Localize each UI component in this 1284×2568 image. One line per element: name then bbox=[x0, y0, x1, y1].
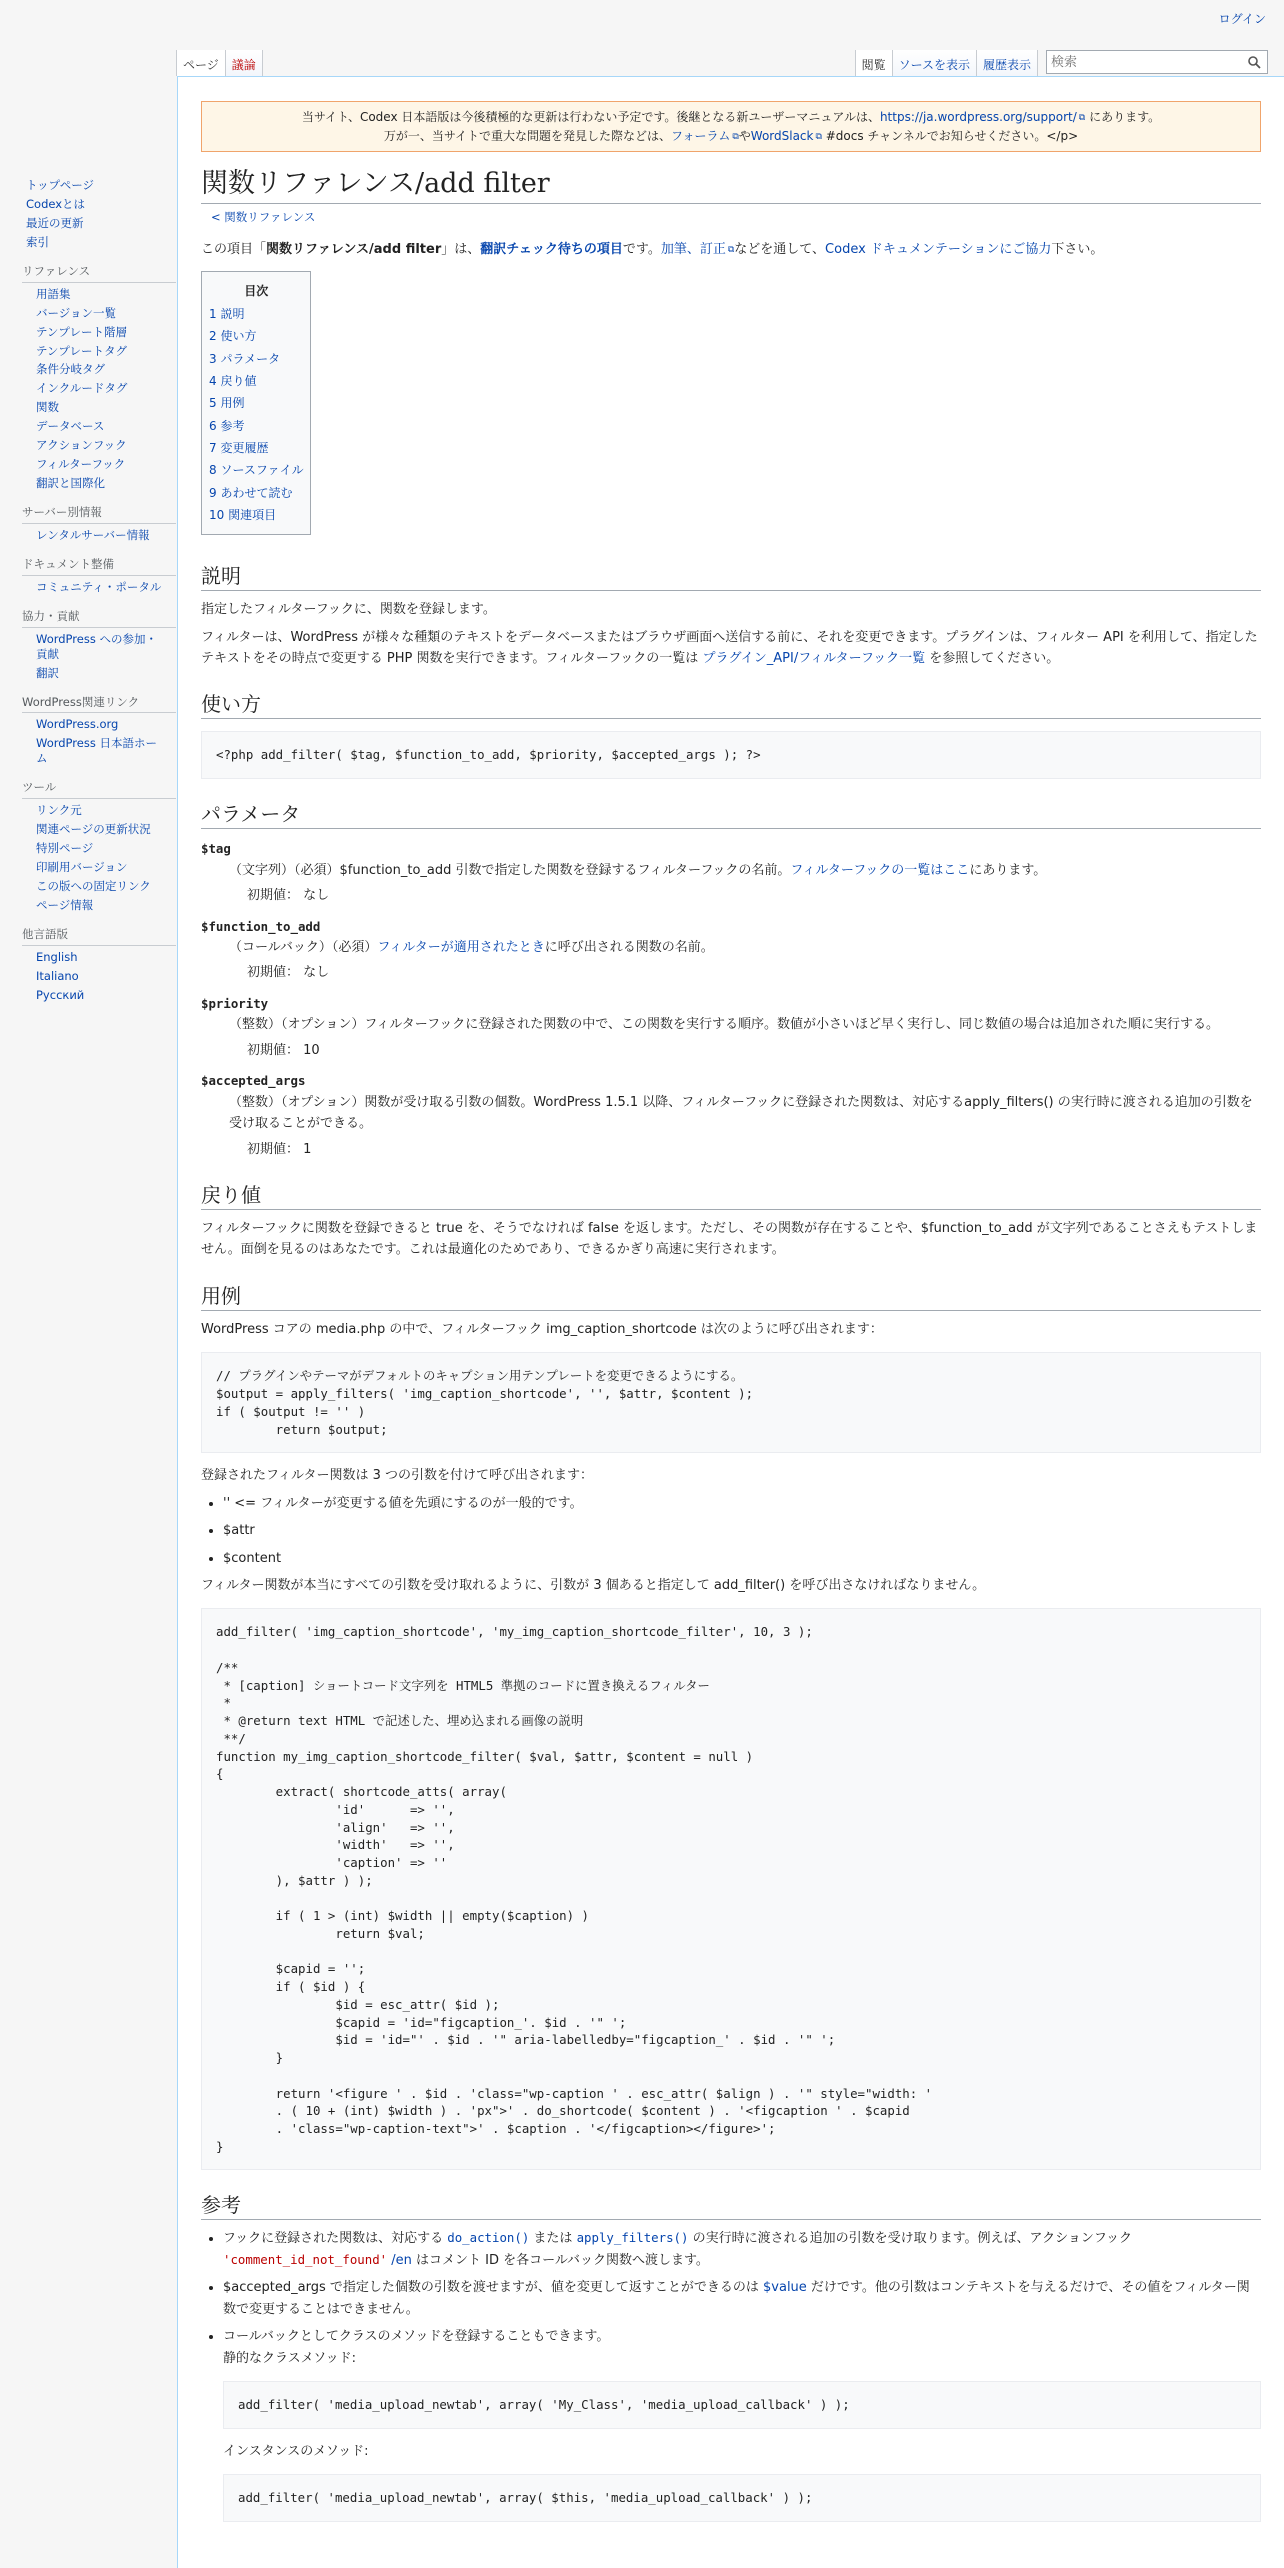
toc-item[interactable]: 10 関連項目 bbox=[209, 507, 277, 522]
param-desc: （文字列）（必須）$function_to_add 引数で指定した関数を登録するフィルターフックの名前。フィルターフックの一覧はここにあります。 bbox=[229, 862, 1047, 878]
toc-item[interactable]: 1 説明 bbox=[209, 307, 245, 321]
notice-support-link[interactable]: https://ja.wordpress.org/support/ ⧉ bbox=[880, 110, 1085, 124]
sidebar-section-docs bbox=[0, 557, 176, 595]
instance-method-code: add_filter( 'media_upload_newtab', array( $this, 'media_upload_callback' ) ); bbox=[223, 2474, 1261, 2522]
login-link[interactable]: ログイン bbox=[1218, 12, 1266, 26]
breadcrumb-parent-link[interactable]: < 関数リファレンス bbox=[211, 210, 316, 225]
sidebar-item-printable[interactable]: 印刷用バージョン bbox=[36, 860, 128, 874]
sidebar-item-template-hierarchy[interactable]: テンプレート階層 bbox=[36, 324, 127, 339]
sidebar-heading: WordPress関連リンク bbox=[22, 695, 176, 714]
param-desc: （整数）（オプション）関数が受け取る引数の個数。WordPress 1.5.1 以降、フィルターフックに登録された関数は、対応するapply_filters() の実行時に渡される追加の引数を受け取ることができる。 bbox=[229, 1094, 1253, 1132]
toc-item[interactable]: 2 使い方 bbox=[209, 329, 257, 344]
example-code-2: add_filter( 'img_caption_shortcode', 'my_img_caption_shortcode_filter', 10, 3 ); /** * [caption] ショートコード文字列を HTML5 準拠のコードに置き換えるフィルター * * @return text HTML で記述した、埋め込まれる画像の説明 **/ function my_img_caption_shortcode_filter( $val, $attr, $content = null ) { extract( shortcode_atts( array( 'id' => '', 'align' => '', 'width' => '', 'caption' => '' ), $attr ) ); if ( 1 > (int) $width || empty($caption) ) return $val; $capid = ''; if ( $id ) { $id = esc_attr( $id ); $capid = 'id="figcaption_'. $id . '" '; $id = 'id="' . $id . '" aria-labelledby="figcaption_' . $id . '" '; } return '<figure ' . $id . 'class="wp-caption ' . esc_attr( $align ) . '" style="width: ' . ( 10 + (int) $width ) . 'px">' . do_shortcode( $content ) . '<figcaption ' . $capid . 'class="wp-caption-text">' . $caption . '</figcaption></figure>'; } bbox=[201, 1608, 1261, 2170]
sidebar-item-special-pages[interactable]: 特別ページ bbox=[36, 841, 94, 856]
sidebar-item-about-codex[interactable]: Codexとは bbox=[26, 196, 86, 211]
notice-text: #docs チャンネルでお知らせください。</p> bbox=[825, 128, 1079, 143]
toc-item[interactable]: 8 ソースファイル bbox=[209, 463, 304, 478]
list-item: • コールバックとしてクラスのメソッドを登録することもできます。 静的なクラスメソッド: add_filter( 'media_upload_newtab', array( 'My_Class', 'media_upload_callback' ) ); インスタンスのメソッド: add_filter( 'media_upload_newtab', array( $this, 'media_upload_callback' ) ); bbox=[223, 2326, 1261, 2522]
sidebar-item-community-portal[interactable]: コミュニティ・ポータル bbox=[36, 579, 162, 594]
example-code-1: // プラグインやテーマがデフォルトのキャプション用テンプレートを変更できるようにする。 $output = apply_filters( 'img_caption_shortcode', '', $attr, $content ); if ( $output != '' ) return $output; bbox=[201, 1352, 1261, 1453]
view-tabs bbox=[855, 50, 1038, 76]
breadcrumb bbox=[211, 208, 1261, 227]
sidebar-heading: サーバー別情報 bbox=[22, 505, 176, 524]
notice-text: 当サイト、Codex 日本語版は今後積極的な更新は行わない予定です。後継となる新ユーザーマニュアルは、 bbox=[301, 110, 880, 124]
sidebar-item-include-tags[interactable]: インクルードタグ bbox=[36, 381, 128, 396]
list-item: • フックに登録された関数は、対応する do_action() または apply_filters() の実行時に渡される追加の引数を受け取ります。例えば、アクションフック 'comment_id_not_found' /en はコメント ID を各コールバック関数へ渡します。 bbox=[223, 2228, 1261, 2271]
do-action-link[interactable]: do_action() bbox=[447, 2230, 530, 2246]
sidebar bbox=[0, 178, 176, 1017]
param-name: $function_to_add bbox=[201, 918, 321, 934]
search-box bbox=[1046, 50, 1268, 74]
param-accepted-args bbox=[201, 1071, 1261, 1160]
sidebar-item-conditional-tags[interactable]: 条件分岐タグ bbox=[36, 362, 105, 377]
list-item: • $accepted_args で指定した個数の引数を渡せますが、値を変更して返すことができるのは $value だけです。他の引数はコンテキストを与えるだけで、その値をフィルター関数で変更することはできません。 bbox=[223, 2277, 1261, 2320]
param-desc: （整数）（オプション）フィルターフックに登録された関数の中で、この関数を実行する順序。数値が小さいほど早く実行し、同じ数値の場合は追加された順に実行する。 bbox=[229, 1017, 1219, 1033]
sidebar-item-i18n[interactable]: 翻訳と国際化 bbox=[36, 476, 105, 491]
value-link[interactable]: $value bbox=[763, 2280, 807, 2296]
usage-code: <?php add_filter( $tag, $function_to_add, $priority, $accepted_args ); ?> bbox=[201, 731, 1261, 779]
top-bar bbox=[0, 0, 1284, 40]
translation-check-link[interactable]: 翻訳チェック待ちの項目 bbox=[480, 242, 623, 258]
sidebar-section-tools bbox=[0, 780, 176, 913]
param-default: 初期値： 10 bbox=[247, 1042, 320, 1058]
section-heading-returns: 戻り値 bbox=[201, 1182, 1261, 1210]
notice-wordslack-link[interactable]: WordSlack ⧉ bbox=[751, 129, 822, 143]
sidebar-item-versions[interactable]: バージョン一覧 bbox=[36, 305, 117, 320]
content bbox=[177, 76, 1284, 2568]
static-method-label: 静的なクラスメソッド: bbox=[223, 2350, 356, 2366]
notice-text: にあります。 bbox=[1089, 110, 1161, 124]
sidebar-item-what-links-here[interactable]: リンク元 bbox=[36, 803, 82, 818]
tab-view-source[interactable]: ソースを表示 bbox=[893, 50, 977, 76]
edit-link[interactable]: 加筆、訂正 ⧉ bbox=[661, 242, 734, 257]
tab-page[interactable]: ページ bbox=[176, 50, 226, 76]
page-title: 関数リファレンス/add filter bbox=[201, 166, 1261, 204]
table-of-contents bbox=[201, 271, 311, 535]
param-default: 初期値： 1 bbox=[247, 1141, 312, 1157]
tab-history[interactable]: 履歴表示 bbox=[977, 50, 1038, 76]
sidebar-item-recent-changes[interactable]: 最近の更新 bbox=[26, 215, 84, 230]
notice-text: や bbox=[738, 128, 751, 143]
contribute-link[interactable]: Codex ドキュメンテーションにご協力 bbox=[825, 242, 1052, 258]
param-default: 初期値： なし bbox=[247, 965, 330, 981]
site-notice bbox=[201, 101, 1261, 152]
list-item: • $attr bbox=[223, 1520, 1261, 1541]
sidebar-section-contribute bbox=[0, 609, 176, 681]
sidebar-item-glossary[interactable]: 用語集 bbox=[36, 286, 71, 301]
sidebar-item-participate[interactable]: WordPress への参加・貢献 bbox=[36, 631, 157, 661]
sidebar-navigation bbox=[0, 178, 176, 250]
toc-item[interactable]: 7 変更履歴 bbox=[209, 440, 269, 455]
section-heading-example: 用例 bbox=[201, 1283, 1261, 1311]
sidebar-item-hosting-info[interactable]: レンタルサーバー情報 bbox=[36, 527, 150, 542]
param-tag bbox=[201, 839, 1261, 906]
param-desc: （コールバック）（必須）フィルターが適用されたときに呼び出される関数の名前。 bbox=[229, 939, 714, 955]
notes-list bbox=[215, 2228, 1261, 2522]
section-heading-parameters: パラメータ bbox=[201, 801, 1261, 829]
sidebar-section-reference bbox=[0, 264, 176, 491]
instance-method-label: インスタンスのメソッド: bbox=[223, 2443, 369, 2459]
sidebar-heading: 他言語版 bbox=[22, 927, 176, 946]
sidebar-heading: ドキュメント整備 bbox=[22, 557, 176, 576]
sidebar-heading: リファレンス bbox=[22, 264, 176, 283]
sidebar-item-wordpress-ja[interactable]: WordPress 日本語ホーム bbox=[36, 736, 157, 766]
section-heading-usage: 使い方 bbox=[201, 691, 1261, 719]
param-function-to-add bbox=[201, 917, 1261, 984]
sidebar-heading: 協力・貢献 bbox=[22, 609, 176, 628]
sidebar-item-wordpress-org[interactable]: WordPress.org bbox=[36, 717, 119, 732]
apply-filters-link[interactable]: apply_filters() bbox=[576, 2230, 689, 2246]
sidebar-item-lang-russian[interactable]: Русский bbox=[36, 987, 85, 1002]
list-item: • $content bbox=[223, 1548, 1261, 1569]
tab-read[interactable]: 閲覧 bbox=[855, 50, 893, 76]
filter-list-link[interactable]: プラグイン_API/フィルターフック一覧 bbox=[702, 651, 926, 666]
notice-forum-link[interactable]: フォーラム ⧉ bbox=[671, 129, 739, 143]
sidebar-item-filter-hooks[interactable]: フィルターフック bbox=[36, 457, 126, 472]
example-text: WordPress コアの media.php の中で、フィルターフック img_caption_shortcode は次のように呼び出されます： bbox=[201, 1321, 883, 1337]
returns-text: フィルターフックに関数を登録できると true を、そうでなければ false を返します。ただし、その関数が存在することや、$function_to_add が文字列であることさえもテストしません。面倒を見るのはあなたです。これは最適化のためであり、できるかぎり高速に実行されます。 bbox=[201, 1220, 1258, 1258]
filter-applied-link[interactable]: フィルターが適用されたとき bbox=[377, 939, 545, 955]
sidebar-item-translate[interactable]: 翻訳 bbox=[36, 665, 59, 680]
toc-item[interactable]: 9 あわせて読む bbox=[209, 485, 293, 500]
param-name: $priority bbox=[201, 995, 269, 1011]
sidebar-item-database[interactable]: データベース bbox=[36, 419, 105, 434]
comment-id-not-found-link[interactable]: 'comment_id_not_found' bbox=[223, 2251, 388, 2267]
toc-item[interactable]: 5 用例 bbox=[209, 396, 245, 411]
search-input[interactable] bbox=[1047, 52, 1243, 72]
sidebar-item-main-page[interactable]: トップページ bbox=[26, 178, 94, 192]
namespace-tabs bbox=[176, 50, 263, 76]
search-icon[interactable] bbox=[1243, 51, 1265, 73]
sidebar-item-action-hooks[interactable]: アクションフック bbox=[36, 438, 127, 453]
sidebar-item-template-tags[interactable]: テンプレートタグ bbox=[36, 343, 127, 358]
sidebar-item-index[interactable]: 索引 bbox=[26, 234, 49, 249]
toc-title: 目次 bbox=[244, 283, 269, 298]
sidebar-item-lang-italiano[interactable]: Italiano bbox=[36, 968, 79, 983]
filter-list-here-link[interactable]: フィルターフックの一覧はここ bbox=[790, 862, 970, 878]
sidebar-section-servers bbox=[0, 505, 176, 543]
static-method-code: add_filter( 'media_upload_newtab', array( 'My_Class', 'media_upload_callback' ) ); bbox=[223, 2381, 1261, 2429]
example-text: 登録されたフィルター関数は 3 つの引数を付けて呼び出されます： bbox=[201, 1468, 593, 1484]
sidebar-section-links bbox=[0, 695, 176, 767]
intro-paragraph: この項目「関数リファレンス/add filter」は、翻訳チェック待ちの項目です。加筆、訂正 ⧉ などを通して、Codex ドキュメンテーションにご協力下さい。 bbox=[201, 239, 1261, 260]
argument-list bbox=[215, 1493, 1261, 1569]
sidebar-item-functions[interactable]: 関数 bbox=[36, 400, 59, 415]
sidebar-heading: ツール bbox=[22, 780, 176, 799]
sidebar-section-languages bbox=[0, 927, 176, 1003]
notice-text: 万が一、当サイトで重大な問題を発見した際などは、 bbox=[383, 128, 672, 143]
param-priority bbox=[201, 994, 1261, 1061]
sidebar-item-permalink[interactable]: この版への固定リンク bbox=[36, 878, 151, 893]
section-heading-notes: 参考 bbox=[201, 2192, 1261, 2220]
sidebar-item-page-info[interactable]: ページ情報 bbox=[36, 897, 94, 912]
toc-item[interactable]: 4 戻り値 bbox=[209, 373, 257, 388]
list-item: • '' <= フィルターが変更する値を先頭にするのが一般的です。 bbox=[223, 1493, 1261, 1514]
tab-discussion[interactable]: 議論 bbox=[226, 50, 263, 76]
param-default: 初期値： なし bbox=[247, 888, 330, 904]
section-heading-description: 説明 bbox=[201, 563, 1261, 591]
example-text: フィルター関数が本当にすべての引数を受け取れるように、引数が 3 個あると指定して add_filter() を呼び出さなければなりません。 bbox=[201, 1577, 986, 1593]
description-text: 指定したフィルターフックに、関数を登録します。 bbox=[201, 602, 496, 618]
sidebar-item-related-changes[interactable]: 関連ページの更新状況 bbox=[36, 822, 151, 837]
description-text: フィルターは、WordPress が様々な種類のテキストをデータベースまたはブラウザ画面へ送信する前に、それを変更できます。プラグインは、フィルター API を利用して、指定したテキストをその時点で変更する PHP 関数を実行できます。フィルターフックの一覧は プラグイン_API/フィルターフック一覧 を参照してください。 bbox=[201, 629, 1258, 666]
param-name: $accepted_args bbox=[201, 1073, 306, 1089]
toc-item[interactable]: 6 参考 bbox=[209, 418, 245, 433]
param-name: $tag bbox=[201, 841, 231, 857]
en-link[interactable]: /en bbox=[391, 2252, 412, 2268]
toc-item[interactable]: 3 パラメータ bbox=[209, 351, 281, 366]
sidebar-item-lang-english[interactable]: English bbox=[36, 949, 78, 964]
